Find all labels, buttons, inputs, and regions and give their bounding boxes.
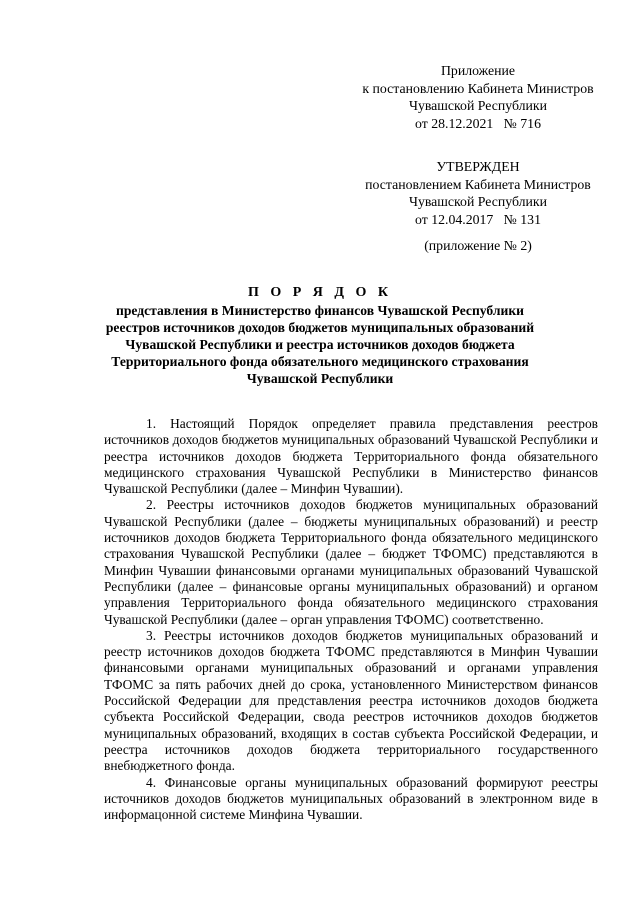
paragraph-4: 4. Финансовые органы муниципальных образований формируют реестры источников доходов бюджетов муниципальных образований в электронном виде в информацонной системе Минфина Чувашии. <box>104 774 598 823</box>
document-body <box>104 416 598 823</box>
appendix-line-4: от 28.12.2021 № 716 <box>415 115 541 131</box>
appendix-note: (приложение № 2) <box>424 238 532 253</box>
title-line-4: Территориального фонда обязательного медицинского страхования <box>111 354 529 369</box>
approved-line-4: от 12.04.2017 № 131 <box>415 211 541 227</box>
paragraph-3: 3. Реестры источников доходов бюджетов муниципальных образований и реестр источников доходов бюджета ТФОМС представляются в Минфин Чувашии финансовыми органами муниципальных образований и органами управления ТФОМС за пять рабочих дней до срока, установленного Министерством финансов Российской Федерации для представления реестра источников доходов бюджета субъекта Российской Федерации, свода реестров источников доходов бюджетов муниципальных образований, входящих в состав субъекта Российской Федерации, и реестра источников доходов бюджета территориального государственного внебюджетного фонда. <box>104 627 598 774</box>
title-line-3: Чувашской Республики и реестра источников доходов бюджета <box>125 337 515 352</box>
document-heading: П О Р Я Д О К <box>247 285 393 300</box>
approved-line-3: Чувашской Республики <box>408 194 548 209</box>
title-line-1: представления в Министерство финансов Чувашской Республики <box>116 303 524 318</box>
paragraph-1: 1. Настоящий Порядок определяет правила представления реестров источников доходов бюджетов муниципальных образований Чувашской Республики и реестра источников доходов бюджета Территориального фонда обязательного медицинского страхования Чувашской Республики в Министерство финансов Чувашской Республики (далее – Минфин Чувашии). <box>104 416 598 497</box>
title-line-2: реестров источников доходов бюджетов муниципальных образований <box>105 320 535 335</box>
appendix-line-1: Приложение <box>440 63 516 78</box>
approved-header <box>358 158 598 228</box>
title-line-5: Чувашской Республики <box>246 371 394 386</box>
appendix-line-3: Чувашской Республики <box>408 98 548 113</box>
approved-line-1: УТВЕРЖДЕН <box>436 159 520 174</box>
approved-line-2: постановлением Кабинета Министров <box>365 176 591 192</box>
paragraph-2: 2. Реестры источников доходов бюджетов муниципальных образований Чувашской Республики (далее – бюджеты муниципальных образований) и реестр источников доходов бюджета Территориального фонда обязательного медицинского страхования Чувашской Республики (далее – бюджет ТФОМС) представляются в Минфин Чувашии финансовыми органами муниципальных образований Чувашской Республики (далее – финансовые органы муниципальных образований) и органом управления Территориального фонда обязательного медицинского страхования Чувашской Республики (далее – орган управления ТФОМС) соответственно. <box>104 497 598 627</box>
appendix-header <box>358 62 598 132</box>
appendix-line-2: к постановлению Кабинета Министров <box>362 80 594 96</box>
document-title-block <box>60 284 580 387</box>
